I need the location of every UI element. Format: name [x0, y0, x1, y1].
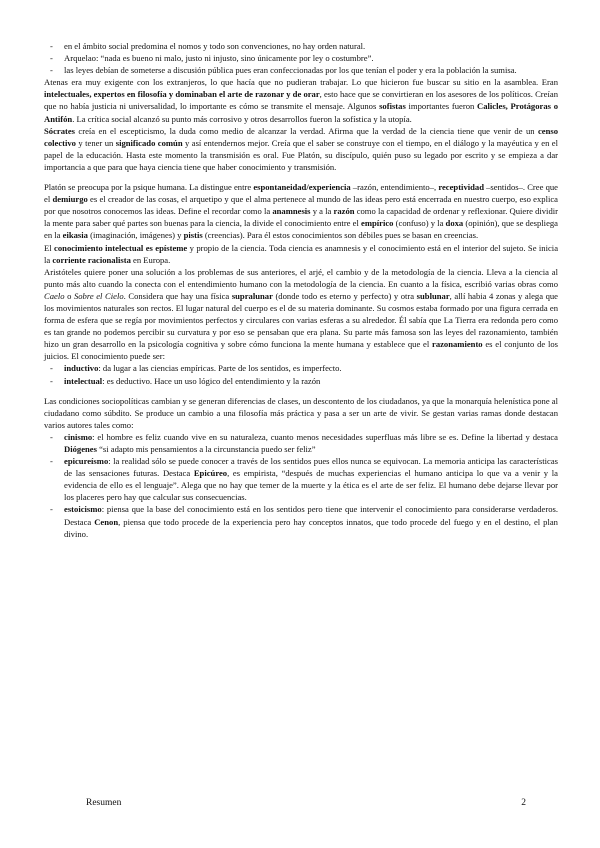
footer-label: Resumen: [86, 798, 122, 808]
text-run: . La crítica social alcanzó su punto más corrosivo y otros desarrollos fueron la sofística y la utopía.: [72, 113, 412, 124]
list-item: [44, 52, 558, 64]
bold-term: espontaneidad/experiencia: [253, 182, 351, 193]
paragraph: [44, 76, 558, 124]
page-footer: [86, 798, 526, 808]
text-run: : es deductivo. Hace un uso lógico del entendimiento y la razón: [102, 375, 321, 386]
bold-term: supralunar: [231, 290, 273, 301]
bold-term: anamnesis: [272, 206, 311, 217]
paragraph: [44, 266, 558, 363]
text-run: y así entendernos mejor. Creía que el saber se construye con el tiempo, en el diálogo y la mayéutica y en el papel de la educación. Hasta este momento la transmisión es oral. Fue Platón, su discípulo, quién puso su legado por escrito y se empieza a dar importancia a que para que haya ciencia tiene que haber conocimiento y transmisión.: [44, 137, 558, 172]
text-run: y propio de la ciencia. Toda ciencia es anamnesis y el conocimiento está en el interior del sujeto. Se inicia la: [44, 242, 559, 265]
section-gap: [44, 387, 558, 395]
bold-term: eikasia: [62, 230, 88, 241]
bold-term: inductivo: [64, 363, 99, 374]
text-run: las leyes debían de someterse a discusión pública pues eran confeccionadas por los que tenían el poder y era la población la sumisa.: [64, 65, 517, 76]
bold-term: pistis: [183, 230, 203, 241]
bullet-list: [44, 362, 558, 386]
text-run: o: [64, 290, 74, 301]
text-run: en Europa.: [130, 254, 171, 265]
text-run: (donde todo es eterno y perfecto) y otra: [272, 290, 417, 301]
page-number: 2: [521, 798, 526, 808]
list-item: [44, 431, 558, 455]
bold-term: razonamiento: [432, 339, 483, 350]
bold-term: Cenon: [94, 516, 119, 527]
bold-term: Sócrates: [44, 125, 76, 136]
text-run: Las condiciones sociopolíticas cambian y se generan diferencias de clases, un descontento de los ciudadanos, ya que la monarquía helenística pone al ciudadano como súbdito. Se produce un cambio a una filosofía más práctica y pasa a ser un arte de vivir. Se gestan varias ramas donde destacan varios autores tales como:: [44, 395, 558, 430]
text-run: . Considera que hay una física: [123, 290, 232, 301]
text-run: , esto hace que se convirtieran en los asesores de los políticos. Creían que no había justicia ni universalidad, lo importante es cómo se transmite el mensaje. Algunos: [44, 89, 558, 112]
bold-term: intelectuales, expertos en filosofía y dominaban el arte de razonar y de orar: [44, 89, 320, 100]
section-gap: [44, 173, 558, 181]
text-run: : el hombre es feliz cuando vive en su naturaleza, cuanto menos necesidades superfluas más libre se es. Define la libertad y destaca: [92, 431, 558, 442]
list-item: [44, 40, 558, 52]
text-run: , piensa que todo procede de la experiencia pero hay conceptos innatos, que todo procede del fuego y en el destino, el plan divino.: [64, 516, 558, 539]
bold-term: intelectual: [64, 375, 103, 386]
bold-term: empírico: [361, 218, 394, 229]
document-body: [44, 40, 558, 540]
text-run: (imaginación, imágenes) y: [87, 230, 184, 241]
bold-term: receptividad: [438, 182, 484, 193]
text-run: es el conjunto de los juicios. El conocimiento puede ser:: [44, 339, 558, 362]
text-run: –sentidos–. Cree que el: [44, 182, 558, 205]
text-run: : da lugar a las ciencias empíricas. Parte de los sentidos, es imperfecto.: [98, 363, 342, 374]
bold-term: epicureísmo: [64, 456, 109, 467]
bullet-list: [44, 40, 558, 76]
list-item: [44, 375, 558, 387]
bold-term: estoicismo: [64, 504, 102, 515]
paragraph: [44, 395, 558, 431]
bold-term: Diógenes: [64, 444, 97, 454]
list-item: [44, 362, 558, 374]
text-run: en el ámbito social predomina el nomos y todo son convenciones, no hay orden natural.: [64, 41, 366, 51]
italic-title: Caelo: [44, 290, 65, 301]
bold-term: significado común: [115, 137, 183, 148]
bold-term: Calicles, Protágoras o Antifón: [44, 101, 559, 124]
text-run: es el creador de las cosas, el arquetipo y que el alma pertenece al mundo de las ideas pero está encerrada en nuestro cuerpo, eso explica por que nosotros conocemos las ideas. Define el recordar como la: [44, 194, 558, 217]
italic-title: Sobre el Cielo: [73, 290, 124, 301]
list-item: [44, 64, 558, 76]
text-run: (confuso) y la: [393, 218, 446, 229]
text-run: creía en el escepticismo, la duda como medio de alcanzar la verdad. Afirma que la verdad de la ciencia tiene que venir de un: [75, 125, 538, 136]
text-run: : la realidad sólo se puede conocer a través de los sentidos pues ellos nunca se equivocan. La memoria anticipa las características de las sensaciones futuras. Destaca: [64, 456, 558, 479]
text-run: “si adapto mis pensamientos a la circunstancia puedo ser feliz”: [96, 444, 316, 454]
bold-term: Epicúreo: [193, 468, 228, 479]
text-run: : piensa que la base del conocimiento está en los sentidos pero tiene que intervenir el conocimiento para considerarse verdaderos. Destaca: [64, 504, 558, 527]
list-item: [44, 455, 558, 503]
text-run: y a la: [310, 206, 334, 217]
text-run: (creencias). Para él estos conocimientos son débiles pues se basan en creencias.: [202, 230, 479, 241]
bold-term: conocimiento intelectual es epísteme: [54, 242, 188, 253]
paragraph: [44, 242, 558, 266]
bold-term: cinismo: [64, 431, 93, 442]
text-run: Aristóteles quiere poner una solución a los problemas de sus anteriores, el arjé, el cambio y de la metodología de la ciencia. Lleva a la ciencia al punto más alto cuando la conecta con el entendimiento humano con la metodología de la ciencia. En cuanto a la física, escribió varias obras como: [44, 266, 558, 289]
text-run: importantes fueron: [405, 101, 478, 112]
paragraph: [44, 125, 558, 173]
bold-term: doxa: [445, 218, 464, 229]
text-run: , es empirista, “después de muchas experiencias el humano anticipa lo que va a venir y la evidencia de ello es el lenguaje”. Alega que no hay que temer de la muerte y la ética es el arte de ser feliz. El humano debe dejarse llevar por los placeres pero hay que calcular sus consecuencias.: [64, 468, 558, 503]
bold-term: sofistas: [379, 101, 406, 112]
bold-term: corriente racionalista: [52, 254, 131, 265]
bullet-list: [44, 431, 558, 540]
bold-term: demiurgo: [52, 194, 88, 205]
text-run: , allí habia 4 zonas y alega que los movimientos naturales son rectos. El lugar natural del cuerpo es el de su materia dominante. Su cosmos estaba formado por una figura cerrada en forma de esfera que se regía por movimientos perfectos y circulares con varias esferas a su alrededor. Él sabía que La Tierra era redonda pero como es tan grande no podemos percibir su curvatura y por eso se pensaban que era plana. Su parte más famosa son las leyes del razonamiento, también hizo un gran desarrollo en la psicología cognitiva y sobre cómo funciona la mente humana y establece que el: [44, 290, 558, 350]
text-run: como la capacidad de ordenar y reflexionar. Quiere dividir la mente para saber qué partes son buenas para la ciencia, la divide el conocimiento entre el: [44, 206, 558, 229]
bold-term: sublunar: [416, 290, 450, 301]
text-run: –razón, entendimiento–,: [350, 182, 439, 193]
paragraph: [44, 181, 558, 241]
text-run: Arquelao: “nada es bueno ni malo, justo ni injusto, sino únicamente por ley o costumbre”.: [64, 53, 374, 64]
text-run: Platón se preocupa por la psique humana. La distingue entre: [44, 182, 254, 193]
bold-term: censo colectivo: [44, 125, 558, 148]
text-run: (opinión), que se despliega en la: [44, 218, 558, 241]
text-run: El: [44, 242, 55, 253]
list-item: [44, 503, 558, 539]
text-run: Atenas era muy exigente con los extranjeros, lo que hacía que no pudieran trabajar. Lo que hicieron fue buscar su sitio en la asamblea. Eran: [44, 77, 558, 88]
text-run: y tener un: [75, 137, 116, 148]
bold-term: razón: [333, 206, 355, 217]
